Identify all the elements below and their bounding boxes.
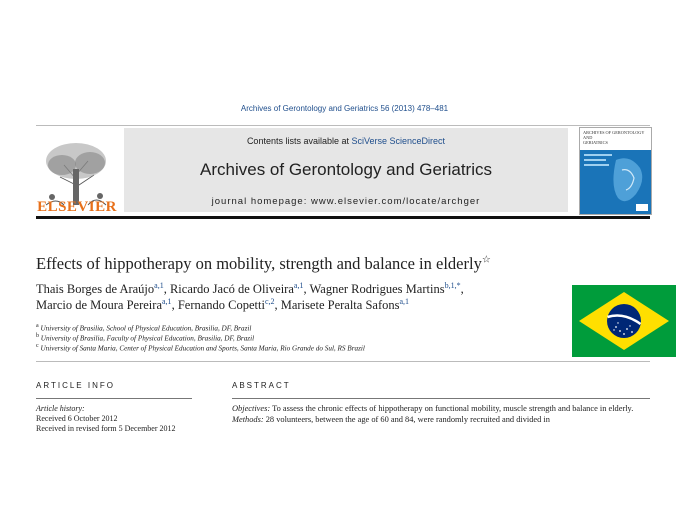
methods-label: Methods: (232, 414, 264, 424)
journal-title: Archives of Gerontology and Geriatrics (200, 160, 492, 179)
cover-title-line3: GERIATRICS (583, 140, 608, 145)
author-affil-link[interactable]: b,1,* (444, 281, 461, 290)
affiliation-text: University of Brasilia, Faculty of Physical Education, Brasilia, DF, Brazil (40, 334, 255, 343)
affiliation-c (36, 343, 365, 352)
cover-title-line1: ARCHIVES OF GERONTOLOGY (583, 130, 645, 135)
article-history-label: Article history: (36, 404, 85, 413)
brazil-flag-icon (572, 285, 676, 357)
article-title (36, 254, 491, 274)
abstract-body (232, 404, 650, 436)
title-footnote-star[interactable]: ☆ (481, 254, 491, 266)
header-thick-rule (36, 216, 650, 219)
article-title-text: Effects of hippotherapy on mobility, strength and balance in elderly (36, 254, 482, 273)
author-affil-link[interactable]: a,1 (154, 281, 164, 290)
cover-title (580, 128, 651, 150)
affiliation-b (36, 333, 254, 342)
journal-cover-thumbnail[interactable] (579, 127, 652, 215)
author-name: Fernando Copetti (177, 298, 265, 313)
contents-prefix: Contents lists available at (246, 136, 352, 146)
abstract-rule (232, 398, 650, 399)
journal-homepage-link[interactable]: journal homepage: www.elsevier.com/locate/archger (211, 196, 481, 207)
author-name: Wagner Rodrigues Martins (309, 282, 445, 297)
methods-text: 28 volunteers, between the age of 60 and 84, were randomly recruited and divided in (263, 414, 550, 424)
author-sep: , (163, 282, 170, 297)
author-name: Marisete Peralta Safons (280, 298, 400, 313)
affiliation-mark: b (36, 333, 39, 339)
author-affil-link[interactable]: a,1 (162, 297, 172, 306)
author-sep: , (274, 298, 281, 313)
revised-date: Received in revised form 5 December 2012 (36, 424, 176, 433)
objectives-text: To assess the chronic effects of hippotherapy on functional mobility, muscle strength and balance in elderly. (270, 404, 634, 413)
received-date: Received 6 October 2012 (36, 414, 118, 423)
author-list-line1 (36, 281, 464, 297)
abstract-heading: ABSTRACT (232, 381, 291, 390)
affiliation-text: University of Brasilia, School of Physical Education, Brasilia, DF, Brazil (40, 324, 252, 333)
journal-citation[interactable]: Archives of Gerontology and Geriatrics 56 (2013) 478–481 (240, 104, 449, 113)
affiliation-mark: a (36, 323, 39, 329)
article-info-heading: ARTICLE INFO (36, 381, 115, 390)
header-divider (36, 125, 650, 126)
sciencedirect-link[interactable]: SciVerse ScienceDirect (351, 136, 446, 146)
author-sep: , (171, 298, 178, 313)
cover-artwork-icon (580, 150, 651, 214)
author-affil-link[interactable]: a,1 (293, 281, 304, 290)
author-list-line2 (36, 297, 409, 313)
affiliation-a (36, 323, 251, 332)
objectives-label: Objectives: (232, 404, 271, 413)
article-info-rule (36, 398, 192, 399)
section-divider (36, 361, 650, 362)
author-affil-link[interactable]: a,1 (399, 297, 410, 306)
author-name: Ricardo Jacó de Oliveira (169, 282, 294, 297)
affiliation-mark: c (36, 343, 39, 349)
contents-availability (124, 136, 568, 146)
affiliation-text: University of Santa Maria, Center of Physical Education and Sports, Santa Maria, Rio Grande do Sul, RS Brazil (40, 344, 365, 353)
cover-title-line2: AND (583, 135, 593, 140)
author-sep: , (460, 282, 464, 297)
author-affil-link[interactable]: c,2 (264, 297, 275, 306)
author-name: Marcio de Moura Pereira (36, 298, 162, 313)
elsevier-wordmark: ELSEVIER (37, 199, 117, 215)
author-name: Thais Borges de Araújo (36, 282, 155, 297)
author-sep: , (303, 282, 310, 297)
